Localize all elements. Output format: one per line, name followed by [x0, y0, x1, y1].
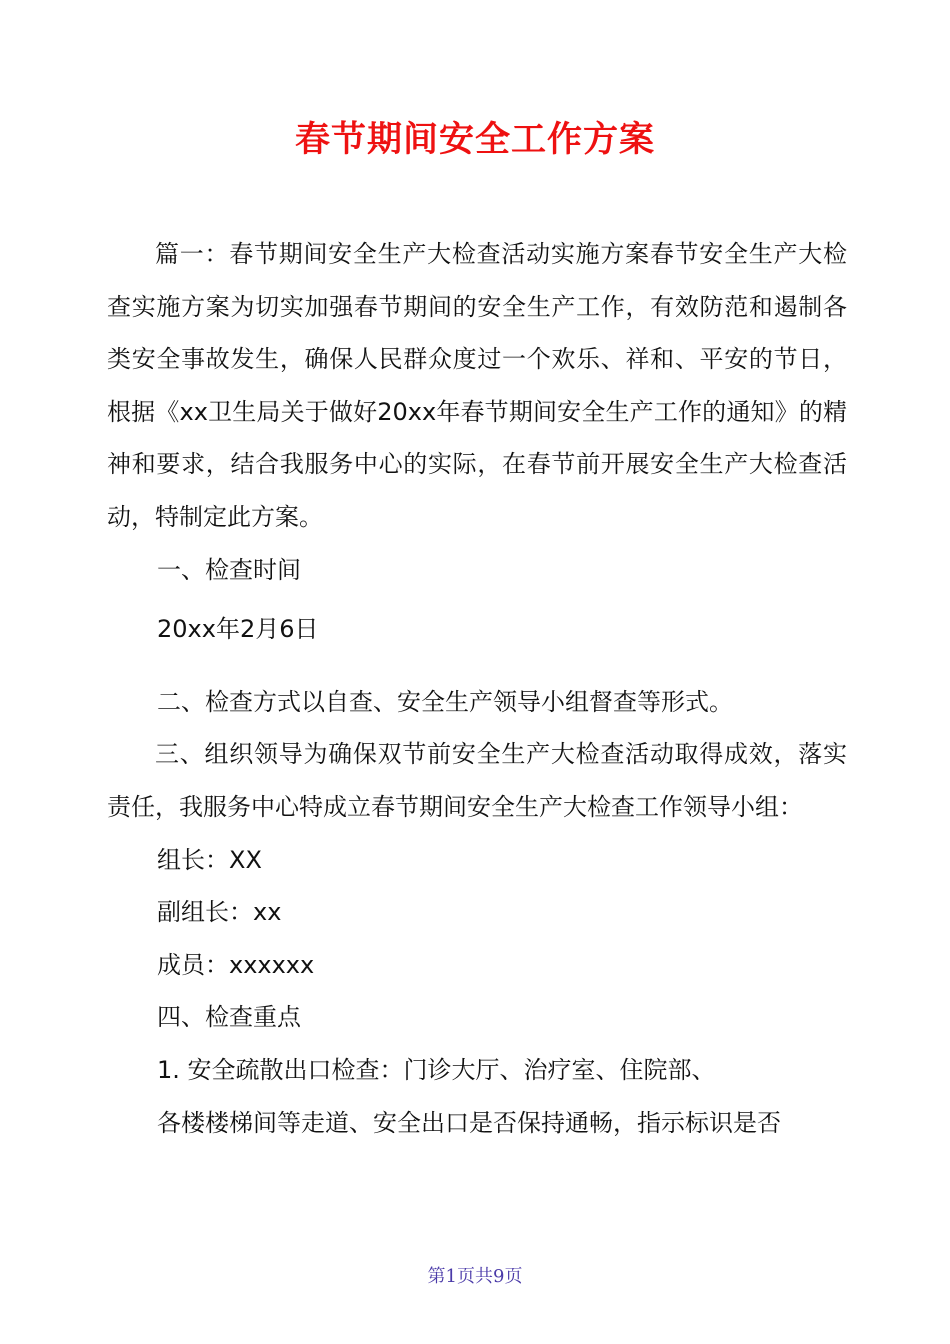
- deputy-leader: 副组长：xx: [157, 898, 282, 927]
- team-leader: 组长：XX: [157, 845, 262, 874]
- check-date: 20xx年2月6日: [157, 615, 319, 644]
- section-heading-check-method: 二、检查方式以自查、安全生产领导小组督查等形式。: [157, 687, 733, 716]
- section-heading-check-time: 一、检查时间: [157, 555, 301, 584]
- organization-paragraph: 三、组织领导为确保双节前安全生产大检查活动取得成效，落实责任，我服务中心特成立春节期间安全生产大检查工作领导小组：: [107, 740, 847, 821]
- page-number-footer: 第1页共9页: [427, 1266, 523, 1287]
- team-members: 成员：xxxxxx: [157, 950, 315, 979]
- document-title: 春节期间安全工作方案: [294, 120, 655, 160]
- intro-paragraph: 篇一：春节期间安全生产大检查活动实施方案春节安全生产大检查实施方案为切实加强春节期间的安全生产工作，有效防范和遏制各类安全事故发生，确保人民群众度过一个欢乐、祥和、平安的节日，根据《xx卫生局关于做好20xx年春节期间安全生产工作的通知》的精神和要求，结合我服务中心的实际，在春节前开展安全生产大检查活动，特制定此方案。: [107, 240, 847, 531]
- section-heading-check-focus: 四、检查重点: [157, 1003, 301, 1032]
- focus-item-1-continued: 各楼楼梯间等走道、安全出口是否保持通畅，指示标识是否: [157, 1108, 781, 1137]
- document-body: [107, 228, 847, 1149]
- focus-item-1: 1. 安全疏散出口检查：门诊大厅、治疗室、住院部、: [157, 1055, 716, 1084]
